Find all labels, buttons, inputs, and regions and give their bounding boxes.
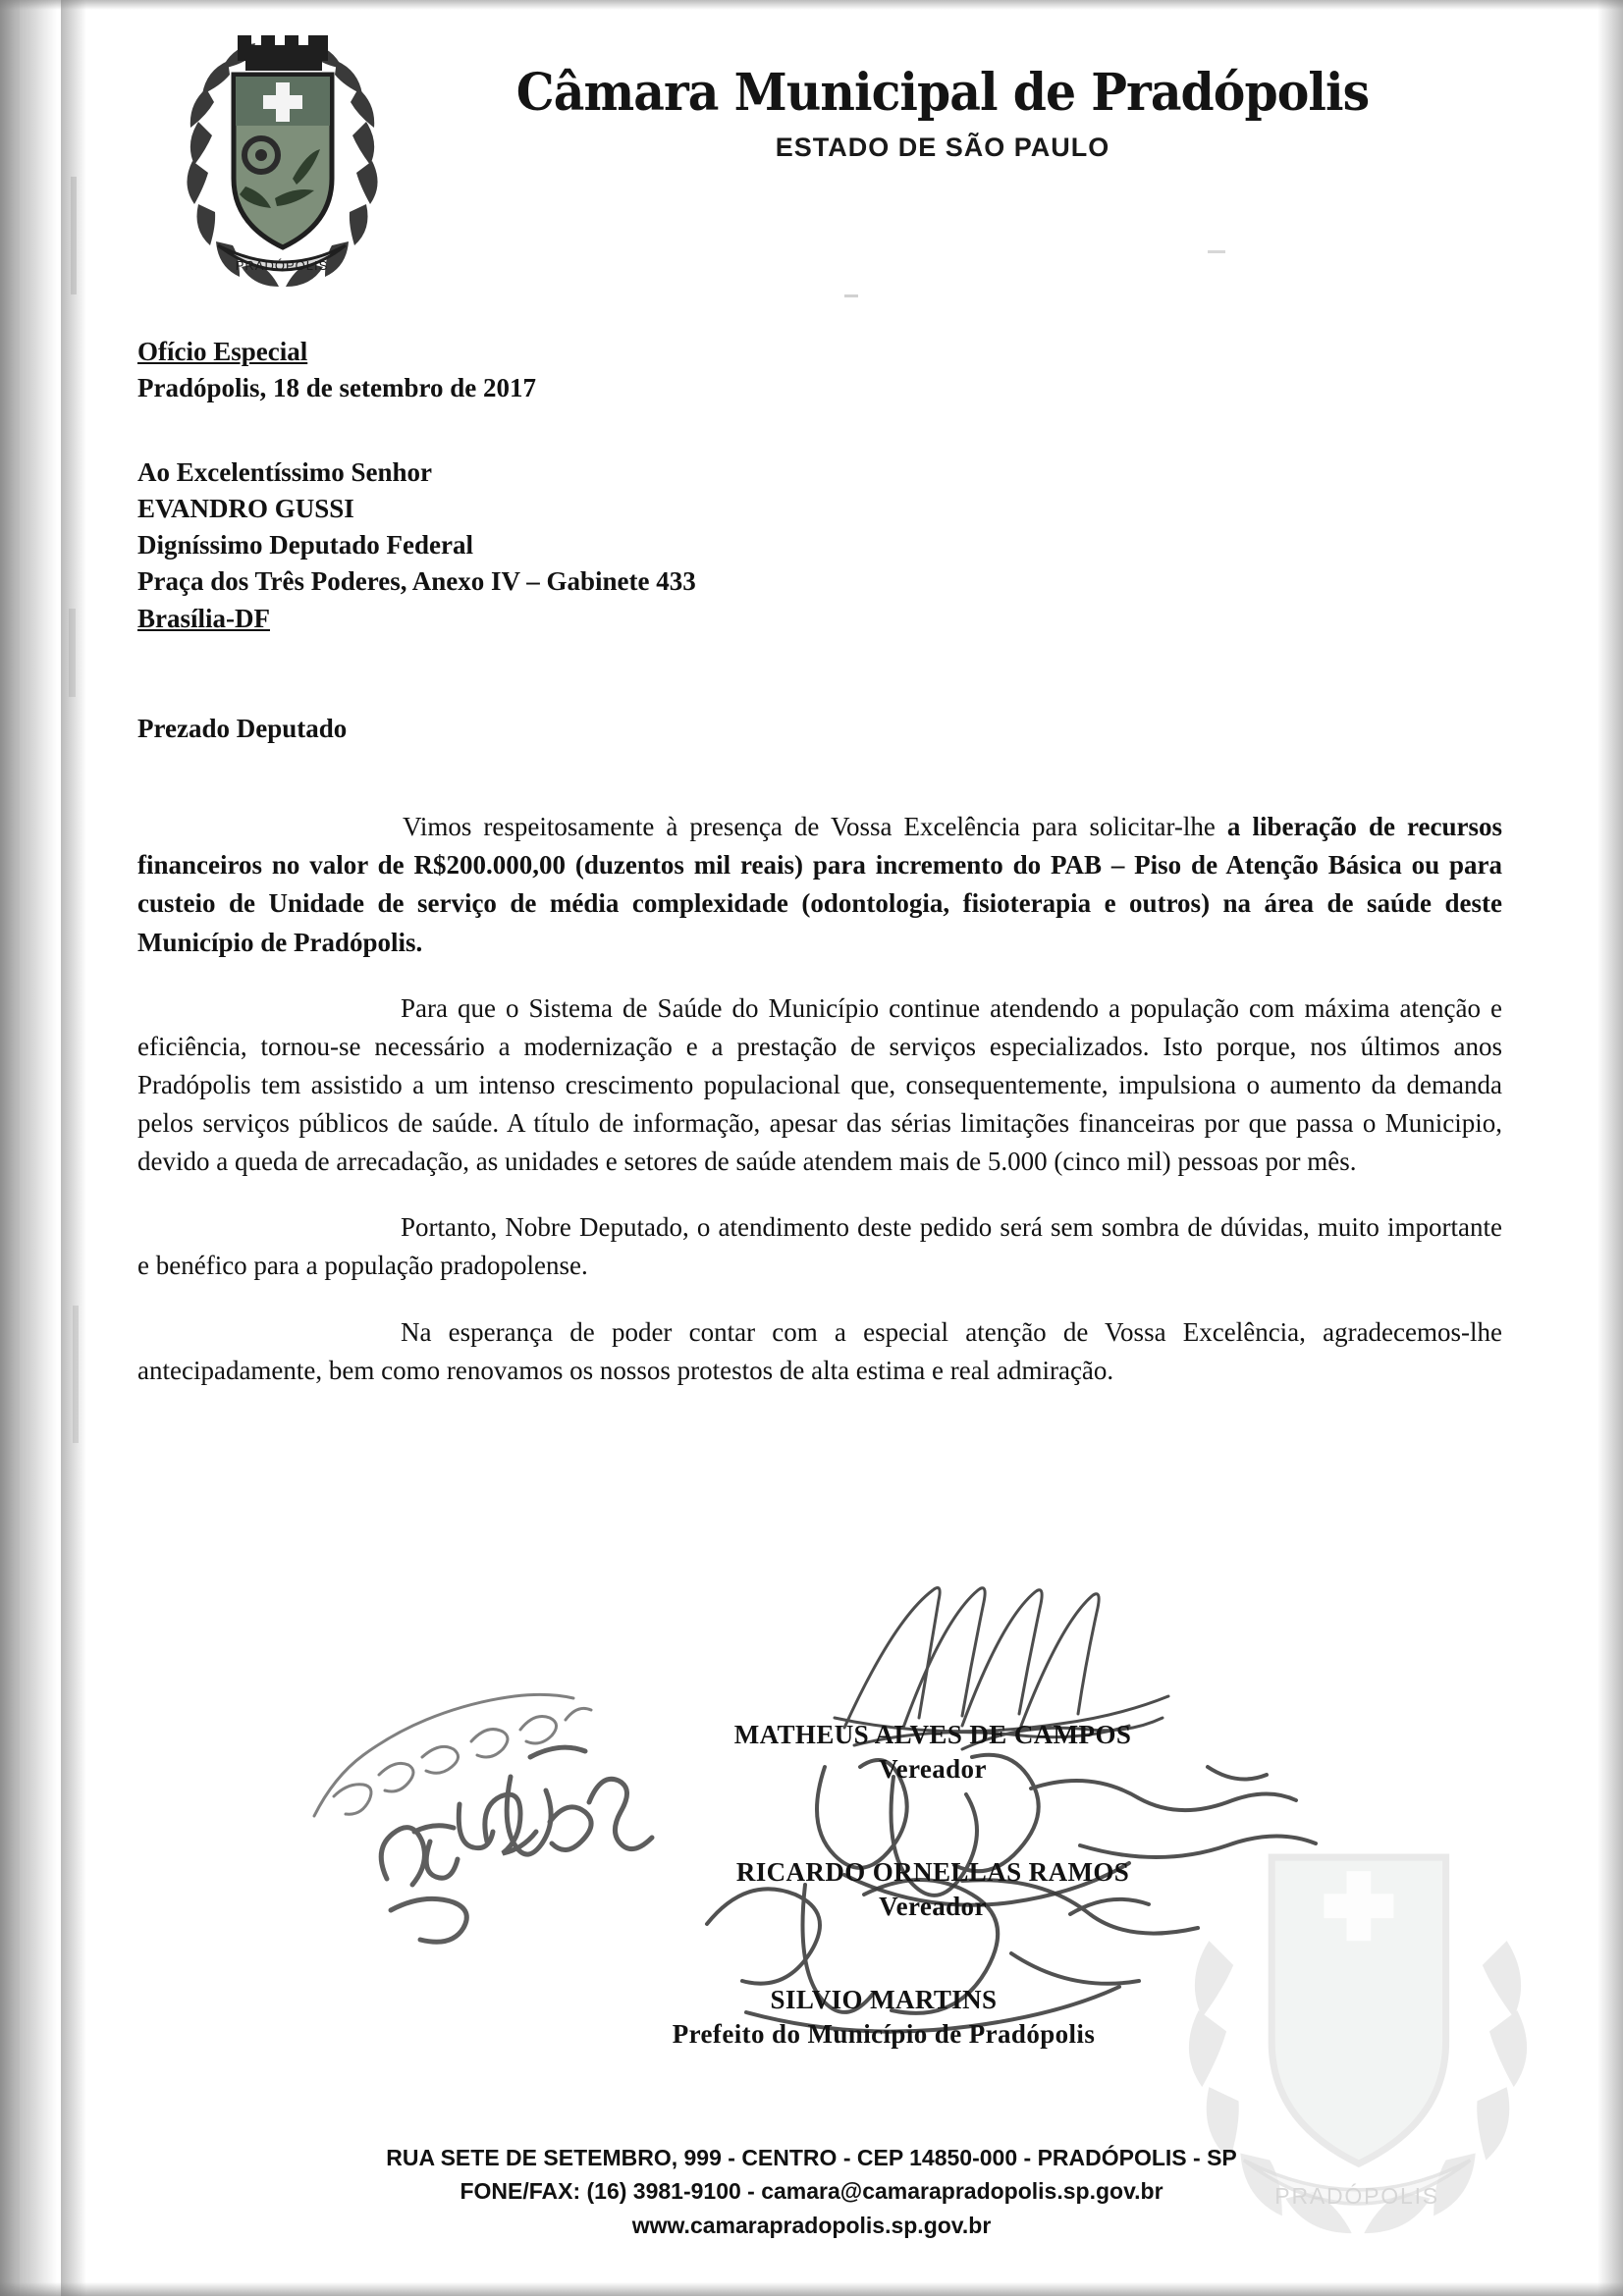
- paragraph-1-intro: Vimos respeitosamente à presença de Vossa Excelência para solicitar-lhe: [403, 812, 1227, 842]
- institution-title: Câmara Municipal de Pradópolis: [515, 63, 1370, 123]
- footer-address: RUA SETE DE SETEMBRO, 999 - CENTRO - CEP 14850-000 - PRADÓPOLIS - SP: [386, 2144, 1237, 2170]
- signatory-name: RICARDO ORNELLAS RAMOS: [735, 1857, 1130, 1887]
- addressee-line-1: Ao Excelentíssimo Senhor: [137, 456, 432, 487]
- signatory-role: Vereador: [879, 1754, 987, 1785]
- signature-block-1: [550, 1718, 1316, 1787]
- scan-speck: [69, 609, 76, 697]
- scan-left-margin-artifact: [0, 0, 57, 2296]
- signature-block-2: [550, 1855, 1316, 1924]
- scan-speck: [73, 1306, 79, 1443]
- greeting: Prezado Deputado: [137, 713, 348, 743]
- letter-body: [137, 334, 1502, 1416]
- paragraph-2: [137, 989, 1502, 1182]
- addressee-line-2: EVANDRO GUSSI: [137, 493, 354, 523]
- footer-contact: FONE/FAX: (16) 3981-9100 - camara@camarapradopolis.sp.gov.br: [460, 2178, 1163, 2204]
- paragraph-3: [137, 1208, 1502, 1285]
- signatory-name: MATHEUS ALVES DE CAMPOS: [733, 1720, 1132, 1749]
- paragraph-1: [137, 808, 1502, 962]
- received-handwriting-annotation: [285, 1639, 707, 1983]
- header-titles: [422, 63, 1463, 163]
- state-subtitle: ESTADO DE SÃO PAULO: [775, 133, 1110, 162]
- paragraph-1-request: a liberação de recursos financeiros no valor de R$200.000,00 (duzentos mil reais) para incremento do PAB – Piso de Atenção Básica ou para custeio de Unidade de serviço de média complexidade (odontologia, fisioterapia e outros) na área de saúde deste Município de Pradópolis.: [137, 812, 1502, 957]
- signatory-role: Prefeito do Município de Pradópolis: [672, 2019, 1096, 2050]
- addressee-line-3: Digníssimo Deputado Federal: [137, 530, 474, 560]
- signature-block-3: [452, 1983, 1316, 2052]
- addressee-line-5: Brasília-DF: [137, 603, 270, 633]
- doc-type-block: [137, 334, 1502, 407]
- paragraph-3-text: Portanto, Nobre Deputado, o atendimento deste pedido será sem sombra de dúvidas, muito importante e benéfico para a população pradopolense.: [137, 1212, 1502, 1281]
- paragraph-2-text: Para que o Sistema de Saúde do Município continue atendendo a população com máxima atenção e eficiência, tornou-se necessário a modernização e a prestação de serviços especializados. Isto porque, nos últimos anos Pradópolis tem assistido a um intenso crescimento populacional que, consequentemente, impulsiona o aumento da demanda pelos serviços públicos de saúde. A título de informação, apesar das sérias limitações financeiras por que passa o Municipio, devido a queda de arrecadação, as unidades e setores de saúde atendem mais de 5.000 (cinco mil) pessoas por mês.: [137, 992, 1502, 1177]
- paragraph-4: [137, 1313, 1502, 1390]
- footer-website: www.camarapradopolis.sp.gov.br: [631, 2212, 992, 2238]
- signatory-role: Vereador: [879, 1892, 987, 1922]
- document-header: [0, 24, 1623, 289]
- svg-text:PRADÓPOLIS: PRADÓPOLIS: [1274, 2182, 1439, 2209]
- scan-left-gradient-artifact: [61, 0, 86, 2296]
- coat-of-arms-icon: [177, 31, 388, 292]
- scan-speck: [844, 294, 858, 297]
- addressee-block: [137, 454, 1502, 637]
- scan-top-artifact: [0, 0, 1623, 10]
- place-date: Pradópolis, 18 de setembro de 2017: [137, 373, 536, 403]
- scan-right-margin-artifact: [1597, 0, 1623, 2296]
- signatory-name: SILVIO MARTINS: [770, 1985, 998, 2014]
- addressee-line-4: Praça dos Três Poderes, Anexo IV – Gabinete 433: [137, 566, 696, 597]
- scan-bottom-artifact: [0, 2282, 1623, 2296]
- doc-type: Ofício Especial: [137, 337, 308, 366]
- svg-text:PRADÓPOLIS: PRADÓPOLIS: [235, 258, 329, 273]
- document-footer: [0, 2141, 1623, 2243]
- paragraph-4-text: Na esperança de poder contar com a especial atenção de Vossa Excelência, agradecemos-lhe antecipadamente, bem como renovamos os nossos protestos de alta estima e real admiração.: [137, 1316, 1502, 1385]
